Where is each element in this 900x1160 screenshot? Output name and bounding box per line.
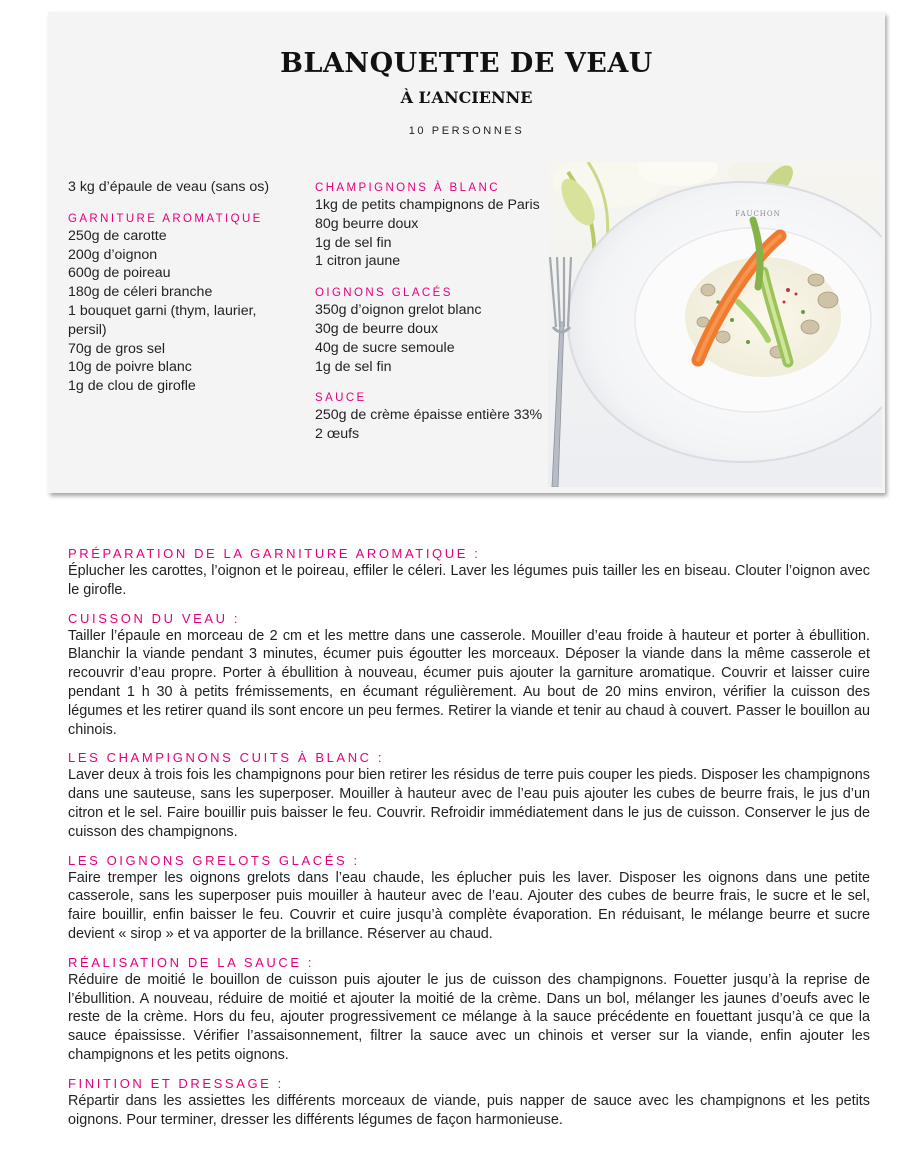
ingredient-item: 250g de carotte — [68, 227, 167, 244]
plate-brand: FAUCHON — [735, 210, 781, 218]
ingredient-item: 2 œufs — [315, 426, 360, 443]
ingredient-item: 1g de clou de girofle — [68, 378, 196, 395]
ingredient-group-title: GARNITURE AROMATIQUE — [68, 212, 263, 225]
step-text: Répartir dans les assiettes les différents morceaux de viande, puis napper de sauce avec les champignons et les petits oignons. Pour terminer, dresser les différents légumes de façon harmonieuse. — [68, 1092, 870, 1128]
ingredient-item: 1g de sel fin — [315, 358, 392, 375]
ingredient-group-title: SAUCE — [315, 392, 367, 405]
ingredients-column-left — [68, 178, 296, 396]
ingredients-column-middle — [315, 180, 545, 444]
ingredient-item: 30g de beurre doux — [315, 320, 439, 337]
step-title: LES CHAMPIGNONS CUITS À BLANC : — [68, 750, 385, 766]
step-champignons — [68, 750, 870, 841]
servings-label: 10 PERSONNES — [408, 125, 525, 137]
ingredient-item: 80g beurre doux — [315, 215, 419, 232]
step-sauce — [68, 955, 870, 1065]
main-ingredient: 3 kg d’épaule de veau (sans os) — [68, 179, 270, 195]
dish-photo — [548, 162, 882, 487]
ingredient-item: 600g de poireau — [68, 265, 171, 282]
ingredient-item: 180g de céleri branche — [68, 284, 213, 301]
step-text: Éplucher les carottes, l’oignon et le poireau, effiler le céleri. Laver les légumes puis tailler les en biseau. Clouter l’oignon avec le girofle. — [68, 563, 870, 598]
ingredient-item: 10g de poivre blanc — [68, 359, 192, 376]
recipe-card — [48, 12, 885, 493]
ingredient-item: 1kg de petits champignons de Paris — [315, 197, 540, 213]
step-title: PRÉPARATION DE LA GARNITURE AROMATIQUE : — [68, 546, 481, 561]
step-text: Laver deux à trois fois les champignons pour bien retirer les résidus de terre puis couper les pieds. Disposer les champignons dans une sauteuse, sans les superposer. Mouiller à hauteur avec de l’eau puis ajouter les cubes de beurre frais, le jus d’un citron et le sel. Faire bouillir puis baisser le feu. Couvrir. Refroidir immédiatement dans le jus de cuisson. Conserver le jus de cuisson des champignons. — [68, 767, 870, 840]
step-text: Faire tremper les oignons grelots dans l’eau chaude, les éplucher puis les laver. Disposer les oignons dans une petite casserole, sans les superposer puis mouiller à hauteur avec de l’eau. Ajouter des cubes de beurre frais, le sucre et le sel, faire bouillir, enfin baisser le feu. Couvrir et cuire jusqu’à complète évaporation. En réduisant, le mélange beurre et sucre devient « sirop » et va apporter de la brillance. Réserver au chaud. — [68, 869, 870, 942]
ingredient-group-garniture — [68, 211, 296, 396]
ingredient-item: 350g d’oignon grelot blanc — [315, 302, 482, 319]
step-text: Tailler l’épaule en morceau de 2 cm et les mettre dans une casserole. Mouiller d’eau froide à hauteur et porter à ébullition. Blanchir la viande pendant 3 minutes, écumer puis égoutter les morceaux. Déposer la viande dans la même casserole et recouvrir d’eau propre. Porter à ébullition à nouveau, écumer puis ajouter la garniture aromatique. Couvrir et laisser cuire pendant 1 h 30 à petits frémissements, en écumant régulièrement. Au bout de 20 mins environ, vérifier la cuisson des légumes et les retirer quand ils sont encore un peu fermes. Retirer la viande et tenir au chaud à couvert. Passer le bouillon au chinois. — [68, 627, 870, 738]
ingredient-group-champignons — [315, 180, 545, 271]
step-finition — [68, 1076, 870, 1130]
ingredient-item: 1 citron jaune — [315, 253, 401, 270]
ingredient-group-oignons — [315, 285, 545, 376]
recipe-steps — [68, 546, 870, 1140]
step-title: CUISSON DU VEAU : — [68, 610, 241, 626]
dish-photo-illustration — [548, 162, 882, 487]
ingredient-group-sauce — [315, 390, 545, 444]
step-oignons — [68, 853, 870, 944]
step-text: Réduire de moitié le bouillon de cuisson puis ajouter le jus de cuisson des champignons. Fouetter jusqu’à la reprise de l’ébullition. A nouveau, réduire de moitié et ajouter la moitié de la crème. Dans un bol, mélanger les jaunes d’oeufs avec le reste de la crème. Hors du feu, ajouter progressivement ce mélange à la sauce précédente en fouettant jusqu’à ce que la sauce épaississe. Vérifier l’assaisonnement, filtrer la sauce avec un chinois et verser sur la viande, enfin ajouter les champignons et les petits oignons. — [68, 971, 870, 1063]
ingredient-group-title: CHAMPIGNONS À BLANC — [315, 182, 500, 194]
step-garniture — [68, 546, 870, 600]
ingredient-item: 250g de crème épaisse entière 33% — [315, 407, 543, 424]
ingredient-item: 1 bouquet garni (thym, laurier, persil) — [68, 302, 257, 338]
ingredient-group-title: OIGNONS GLACÉS — [315, 287, 453, 300]
step-title: RÉALISATION DE LA SAUCE : — [68, 954, 315, 970]
ingredient-item: 1g de sel fin — [315, 234, 392, 251]
step-title: LES OIGNONS GRELOTS GLACÉS : — [68, 852, 360, 868]
ingredient-item: 200g d’oignon — [68, 246, 158, 263]
recipe-title: BLANQUETTE DE VEAU — [280, 48, 653, 79]
ingredient-item: 70g de gros sel — [68, 340, 166, 357]
step-title: FINITION ET DRESSAGE : — [68, 1075, 284, 1091]
ingredient-item: 40g de sucre semoule — [315, 339, 455, 356]
step-cuisson-veau — [68, 611, 870, 740]
recipe-subtitle: À L’ANCIENNE — [400, 88, 533, 107]
